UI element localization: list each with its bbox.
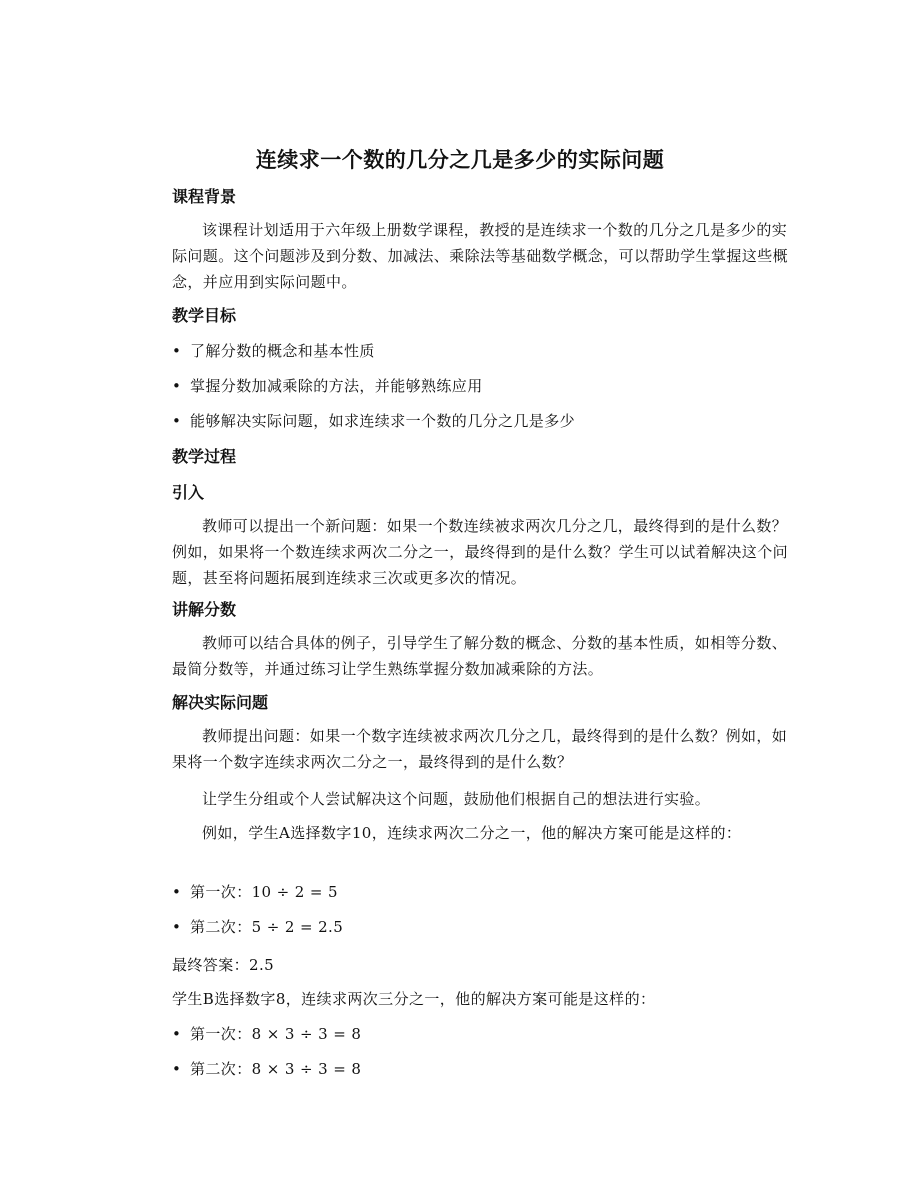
bullet-icon: • [172,883,182,901]
bullet-icon: • [172,1060,182,1078]
solve-paragraph-3: 例如，学生A选择数字10，连续求两次二分之一，他的解决方案可能是这样的： [202,824,742,842]
solve-paragraph-1: 教师提出问题：如果一个数字连续被求两次几分之几，最终得到的是什么数？例如，如果将一个数字连续求两次二分之一，最终得到的是什么数？ [172,727,788,771]
example-b-step-text: 第一次：8 × 3 ÷ 3 = 8 [190,1025,362,1043]
heading-solve: 解决实际问题 [172,693,269,712]
bullet-icon: • [172,342,182,360]
example-a-step [172,881,792,903]
heading-intro: 引入 [172,483,205,502]
bullet-icon: • [172,918,182,936]
explain-paragraph: 教师可以结合具体的例子，引导学生了解分数的概念、分数的基本性质，如相等分数、最简分数等，并通过练习让学生熟练掌握分数加减乘除的方法。 [172,634,788,678]
example-a-step-text: 第一次：10 ÷ 2 = 5 [190,883,338,901]
example-a-step [172,916,792,938]
heading-explain: 讲解分数 [172,600,237,619]
example-b-step [172,1058,792,1080]
bullet-icon: • [172,1025,182,1043]
goal-item [172,410,792,432]
heading-goals: 教学目标 [172,306,237,325]
solve-paragraph-4: 学生B选择数字8，连续求两次三分之一，他的解决方案可能是这样的： [172,990,656,1008]
example-a-step-text: 第二次：5 ÷ 2 = 2.5 [190,918,344,936]
goal-item [172,340,792,362]
answer-a: 最终答案：2.5 [172,956,275,974]
background-paragraph: 该课程计划适用于六年级上册数学课程，教授的是连续求一个数的几分之几是多少的实际问题。这个问题涉及到分数、加减法、乘除法等基础数学概念，可以帮助学生掌握这些概念，并应用到实际问题中。 [172,221,789,291]
page-title: 连续求一个数的几分之几是多少的实际问题 [255,148,665,172]
goal-item-text: 掌握分数加减乘除的方法，并能够熟练应用 [190,377,483,395]
example-b-step-text: 第二次：8 × 3 ÷ 3 = 8 [190,1060,362,1078]
intro-paragraph: 教师可以提出一个新问题：如果一个数连续被求两次几分之几，最终得到的是什么数？例如，如果将一个数连续求两次二分之一，最终得到的是什么数？学生可以试着解决这个问题，甚至将问题拓展到连续求三次或更多次的情况。 [172,517,789,587]
example-b-step [172,1023,792,1045]
bullet-icon: • [172,377,182,395]
bullet-icon: • [172,412,182,430]
heading-background: 课程背景 [172,187,237,206]
goal-item [172,375,792,397]
solve-paragraph-2: 让学生分组或个人尝试解决这个问题，鼓励他们根据自己的想法进行实验。 [202,790,711,808]
goal-item-text: 了解分数的概念和基本性质 [190,342,375,360]
heading-process: 教学过程 [172,447,237,466]
goal-item-text: 能够解决实际问题，如求连续求一个数的几分之几是多少 [190,412,576,430]
